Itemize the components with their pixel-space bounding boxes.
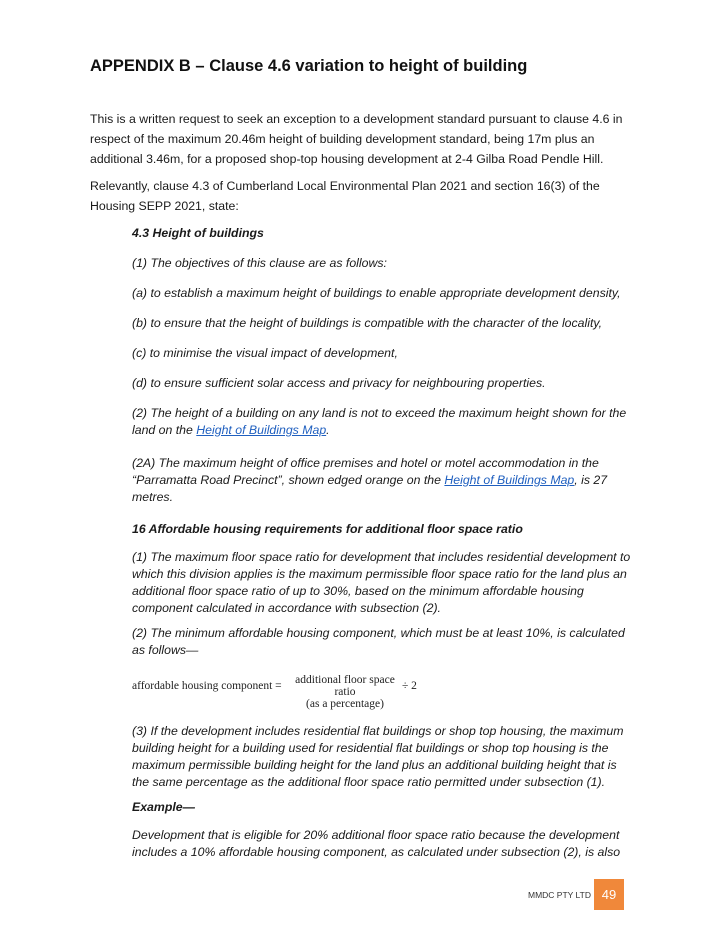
subsection-line: (1) The maximum floor space ratio for development that includes residential development to xyxy=(132,550,631,564)
example-line: includes a 10% affordable housing component, as calculated under subsection (2), is also xyxy=(132,845,621,859)
subsection-line: component calculated in accordance with subsection (2). xyxy=(132,601,441,615)
relevant-line: Housing SEPP 2021, state: xyxy=(90,199,239,213)
clause-43-objectives: (1) The objectives of this clause are as follows: xyxy=(132,256,387,270)
subsection-text: land on the xyxy=(132,423,197,437)
affordable-housing-formula xyxy=(132,674,552,710)
intro-line: respect of the maximum 20.46m height of building development standard, being 17m plus an xyxy=(90,132,595,146)
subsection-line: maximum permissible building height for the land plus an additional building height that is xyxy=(132,758,617,772)
subsection-line: as follows— xyxy=(132,643,199,657)
intro-line: additional 3.46m, for a proposed shop-top housing development at 2-4 Gilba Road Pendle Hill. xyxy=(90,152,604,166)
footer-company: MMDC PTY LTD xyxy=(528,890,591,900)
example-line: Development that is eligible for 20% additional floor space ratio because the development xyxy=(132,828,620,842)
example-paragraph xyxy=(132,827,632,861)
appendix-heading: APPENDIX B – Clause 4.6 variation to height of building xyxy=(90,57,528,75)
clause-43-item-d: (d) to ensure sufficient solar access and privacy for neighbouring properties. xyxy=(132,376,546,390)
subsection-line: (2A) The maximum height of office premises and hotel or motel accommodation in the xyxy=(132,456,599,470)
subsection-text: . xyxy=(326,423,330,437)
clause-43-subsection-2 xyxy=(132,405,632,439)
formula-divisor: ÷ 2 xyxy=(402,680,417,692)
formula-denominator: (as a percentage) xyxy=(306,698,384,710)
clause-43-item-c: (c) to minimise the visual impact of development, xyxy=(132,346,398,360)
section-16-subsection-3 xyxy=(132,723,632,791)
subsection-line: building height for a building used for residential flat buildings or shop top housing is the xyxy=(132,741,609,755)
subsection-line: which this division applies is the maximum permissible floor space ratio for the land plus an xyxy=(132,567,627,581)
subsection-line: (2) The height of a building on any land is not to exceed the maximum height shown for the xyxy=(132,406,627,420)
height-of-buildings-map-link[interactable]: Height of Buildings Map xyxy=(196,423,327,437)
intro-paragraph xyxy=(90,109,630,169)
subsection-line: (3) If the development includes residential flat buildings or shop top housing, the maximum xyxy=(132,724,624,738)
relevant-paragraph xyxy=(90,176,630,216)
section-16-subsection-1 xyxy=(132,549,632,617)
subsection-line xyxy=(132,472,632,489)
clause-43-item-b: (b) to ensure that the height of buildings is compatible with the character of the locality, xyxy=(132,316,603,330)
example-title: Example— xyxy=(132,800,195,814)
subsection-line: the same percentage as the additional floor space ratio permitted under subsection (1). xyxy=(132,775,606,789)
intro-line: This is a written request to seek an exception to a development standard pursuant to clause 4.6 in xyxy=(90,112,623,126)
subsection-line: metres. xyxy=(132,490,173,504)
subsection-line: (2) The minimum affordable housing component, which must be at least 10%, is calculated xyxy=(132,626,625,640)
subsection-line xyxy=(132,422,632,439)
subsection-text: , is 27 xyxy=(574,473,608,487)
page-number-badge: 49 xyxy=(594,879,624,910)
subsection-text: “Parramatta Road Precinct”, shown edged orange on the xyxy=(132,473,445,487)
formula-fraction xyxy=(285,674,405,710)
section-16-title: 16 Affordable housing requirements for additional floor space ratio xyxy=(132,522,523,536)
clause-43-item-a: (a) to establish a maximum height of buildings to enable appropriate development density, xyxy=(132,286,621,300)
section-16-subsection-2 xyxy=(132,625,632,659)
clause-43-title: 4.3 Height of buildings xyxy=(132,226,264,240)
subsection-line: additional floor space ratio of up to 30%, based on the minimum affordable housing xyxy=(132,584,584,598)
clause-43-subsection-2a xyxy=(132,455,632,506)
relevant-line: Relevantly, clause 4.3 of Cumberland Local Environmental Plan 2021 and section 16(3) of the xyxy=(90,179,600,193)
formula-numerator: additional floor space ratio xyxy=(295,674,395,698)
formula-lhs: affordable housing component = xyxy=(132,680,282,692)
height-of-buildings-map-link[interactable]: Height of Buildings Map xyxy=(444,473,575,487)
